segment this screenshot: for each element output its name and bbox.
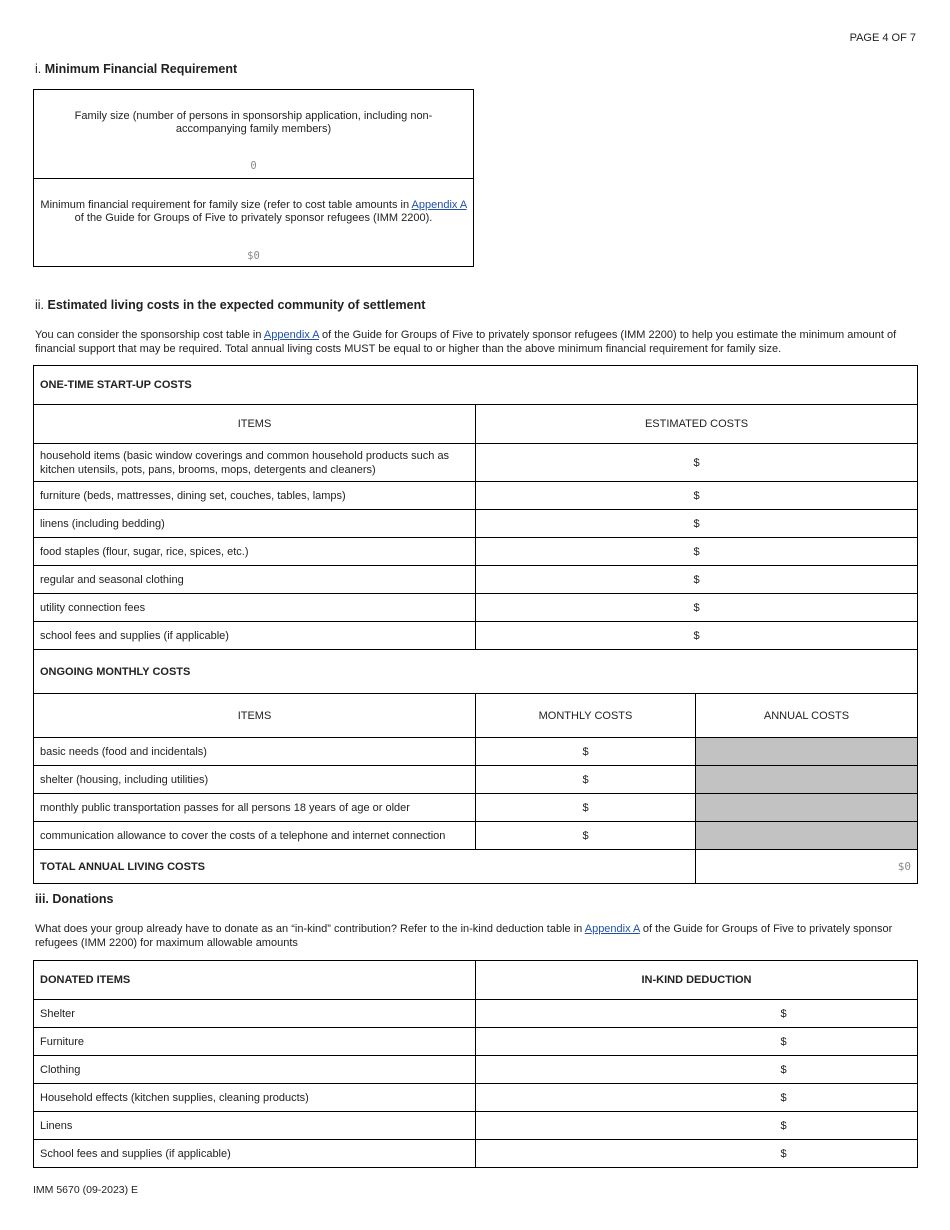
section-ii-intro-text-2: of the Guide for Groups of Five to privately sponsor refugees (IMM 2200) to help you estimate the minimum amount of financial support that may be required. Total annual living costs MUST be equal to or higher than the above minimum financial requirement for family size. [35, 329, 897, 355]
min-requirement-text-1: Minimum financial requirement for family size (refer to cost table amounts in [40, 199, 412, 211]
living-costs-table [33, 365, 918, 884]
donations-table [33, 960, 918, 1168]
family-size-field[interactable]: 0 [250, 160, 257, 172]
one-time-cost-input[interactable]: $ [476, 482, 918, 510]
monthly-cost-input[interactable]: $ [476, 822, 696, 850]
one-time-cost-input[interactable]: $ [476, 510, 918, 538]
section-i-marker: i. [35, 62, 42, 76]
donated-item-label: Clothing [34, 1056, 476, 1084]
estimated-costs-column-header: ESTIMATED COSTS [476, 405, 918, 444]
section-ii-marker: ii. [35, 298, 45, 312]
ongoing-item-label: communication allowance to cover the costs of a telephone and internet connection [34, 822, 476, 850]
family-size-label: Family size (number of persons in sponsorship application, including non-accompanying family members) [74, 110, 433, 135]
one-time-cost-input[interactable]: $ [476, 538, 918, 566]
min-requirement-text-2: of the Guide for Groups of Five to privately sponsor refugees (IMM 2200). [74, 212, 433, 224]
form-footer-code: IMM 5670 (09-2023) E [33, 1184, 139, 1196]
one-time-cost-input[interactable]: $ [476, 594, 918, 622]
box-divider [34, 178, 473, 179]
monthly-costs-column-header: MONTHLY COSTS [476, 694, 696, 738]
section-ii-intro [35, 328, 915, 356]
one-time-item-label: furniture (beds, mattresses, dining set, couches, tables, lamps) [34, 482, 476, 510]
section-ii-intro-text-1: You can consider the sponsorship cost table in [35, 329, 264, 341]
in-kind-deduction-input[interactable]: $ [476, 1028, 918, 1056]
donated-item-label: Household effects (kitchen supplies, cleaning products) [34, 1084, 476, 1112]
section-i-heading [35, 62, 237, 76]
donated-item-label: Furniture [34, 1028, 476, 1056]
donated-items-column-header: DONATED ITEMS [34, 961, 476, 1000]
in-kind-deduction-input[interactable]: $ [476, 1140, 918, 1168]
total-annual-living-costs-label: TOTAL ANNUAL LIVING COSTS [34, 850, 696, 884]
total-annual-living-costs-value: $0 [696, 850, 918, 884]
annual-cost-calculated-field [696, 766, 918, 794]
section-iii-intro [35, 922, 915, 950]
section-i-title: Minimum Financial Requirement [44, 62, 238, 76]
items-column-header: ITEMS [34, 405, 476, 444]
page-number: PAGE 4 OF 7 [849, 32, 916, 44]
one-time-costs-header: ONE-TIME START-UP COSTS [34, 366, 918, 405]
annual-cost-calculated-field [696, 794, 918, 822]
one-time-item-label: food staples (flour, sugar, rice, spices, etc.) [34, 538, 476, 566]
one-time-item-label: school fees and supplies (if applicable) [34, 622, 476, 650]
min-requirement-label [34, 199, 473, 225]
monthly-cost-input[interactable]: $ [476, 794, 696, 822]
in-kind-deduction-column-header: IN-KIND DEDUCTION [476, 961, 918, 1000]
section-iii-intro-text-2: of the Guide for Groups of Five to privately sponsor refugees (IMM 2200) for maximum allowable amounts [35, 923, 893, 949]
appendix-a-link[interactable]: Appendix A [411, 199, 467, 211]
in-kind-deduction-input[interactable]: $ [476, 1112, 918, 1140]
ongoing-item-label: monthly public transportation passes for all persons 18 years of age or older [34, 794, 476, 822]
section-ii-title: Estimated living costs in the expected community of settlement [47, 298, 426, 312]
appendix-a-link[interactable]: Appendix A [584, 923, 640, 935]
in-kind-deduction-input[interactable]: $ [476, 1000, 918, 1028]
in-kind-deduction-input[interactable]: $ [476, 1084, 918, 1112]
donated-item-label: Shelter [34, 1000, 476, 1028]
minimum-financial-requirement-box [33, 89, 474, 267]
one-time-cost-input[interactable]: $ [476, 566, 918, 594]
section-iii-intro-text-1: What does your group already have to donate as an “in-kind” contribution? Refer to the in-kind deduction table in [35, 923, 585, 935]
one-time-cost-input[interactable]: $ [476, 622, 918, 650]
ongoing-costs-header: ONGOING MONTHLY COSTS [34, 650, 918, 694]
one-time-item-label: linens (including bedding) [34, 510, 476, 538]
in-kind-deduction-input[interactable]: $ [476, 1056, 918, 1084]
appendix-a-link[interactable]: Appendix A [263, 329, 319, 341]
monthly-cost-input[interactable]: $ [476, 738, 696, 766]
min-requirement-field[interactable]: $0 [247, 250, 260, 262]
one-time-cost-input[interactable]: $ [476, 444, 918, 482]
ongoing-item-label: basic needs (food and incidentals) [34, 738, 476, 766]
annual-cost-calculated-field [696, 822, 918, 850]
section-iii-heading: iii. Donations [35, 892, 114, 906]
one-time-item-label: regular and seasonal clothing [34, 566, 476, 594]
one-time-item-label: household items (basic window coverings and common household products such as kitchen utensils, pots, pans, brooms, mops, detergents and cleaners) [34, 444, 476, 482]
one-time-item-label: utility connection fees [34, 594, 476, 622]
annual-cost-calculated-field [696, 738, 918, 766]
donated-item-label: Linens [34, 1112, 476, 1140]
items-column-header: ITEMS [34, 694, 476, 738]
ongoing-item-label: shelter (housing, including utilities) [34, 766, 476, 794]
donated-item-label: School fees and supplies (if applicable) [34, 1140, 476, 1168]
section-ii-heading [35, 298, 425, 312]
monthly-cost-input[interactable]: $ [476, 766, 696, 794]
annual-costs-column-header: ANNUAL COSTS [696, 694, 918, 738]
